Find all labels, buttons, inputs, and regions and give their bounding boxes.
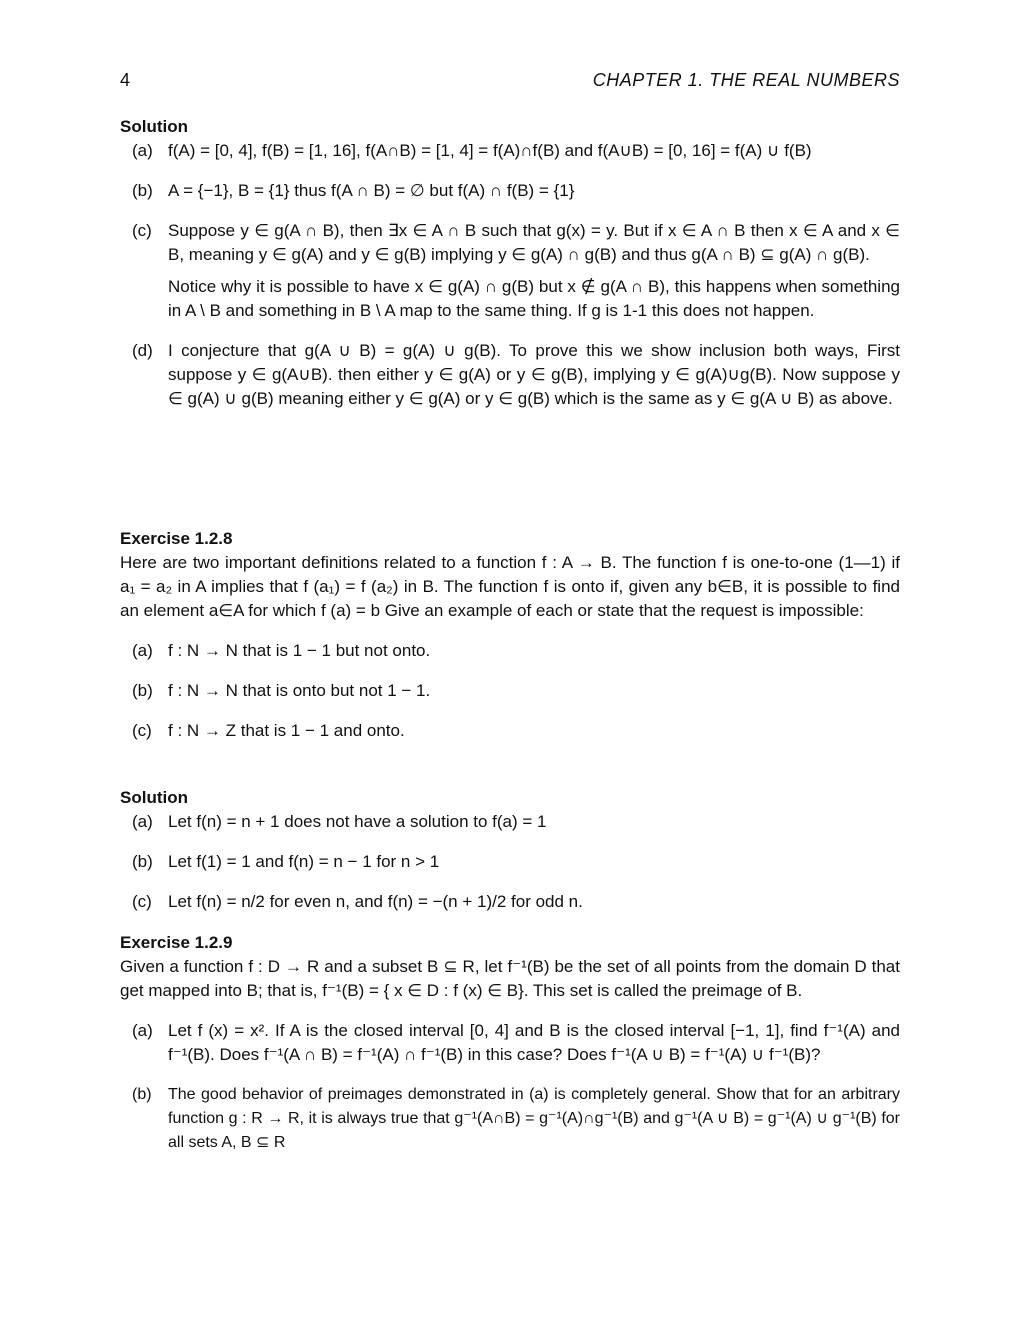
item-text: Suppose y ∈ g(A ∩ B), then ∃x ∈ A ∩ B such that g(x) = y. But if x ∈ A ∩ B then x ∈ A and x ∈ B, meaning y ∈ g(A) and y ∈ g(B) implying y ∈ g(A) ∩ g(B) and thus g(A ∩ B) ⊆ g(A) ∩ g(B).	[168, 221, 900, 264]
solution-item-a	[120, 810, 900, 834]
solution-item-a	[120, 139, 900, 163]
exercise-item-a	[120, 639, 900, 663]
running-header	[120, 70, 900, 94]
item-text: f(A) = [0, 4], f(B) = [1, 16], f(A∩B) = [1, 4] = f(A)∩f(B) and f(A∪B) = [0, 16] = f(A) ∪ f(B)	[168, 141, 812, 160]
item-label: (d)	[132, 341, 153, 360]
item-text: Let f(1) = 1 and f(n) = n − 1 for n > 1	[168, 852, 440, 871]
item-label: (a)	[132, 141, 153, 160]
exercise-item-b	[120, 1083, 900, 1155]
item-text: Let f(n) = n + 1 does not have a solution to f(a) = 1	[168, 812, 547, 831]
item-label: (b)	[132, 852, 153, 871]
item-text: f : N → N that is 1 − 1 but not onto.	[168, 641, 431, 660]
solution-section-1	[120, 115, 900, 411]
solution-item-b	[120, 179, 900, 203]
page-number: 4	[120, 70, 131, 90]
solution-item-d	[120, 339, 900, 411]
solution-section-2	[120, 786, 900, 914]
exercise-heading: Exercise 1.2.9	[120, 933, 233, 952]
exercise-1-2-9	[120, 931, 900, 1155]
item-label: (a)	[132, 812, 153, 831]
item-label: (c)	[132, 221, 152, 240]
exercise-1-2-8	[120, 527, 900, 743]
item-label: (c)	[132, 721, 152, 740]
item-text: A = {−1}, B = {1} thus f(A ∩ B) = ∅ but f(A) ∩ f(B) = {1}	[168, 181, 575, 200]
item-label: (b)	[132, 681, 153, 700]
chapter-title: CHAPTER 1. THE REAL NUMBERS	[592, 70, 900, 90]
exercise-item-c	[120, 719, 900, 743]
exercise-item-b	[120, 679, 900, 703]
item-text: f : N → Z that is 1 − 1 and onto.	[168, 721, 405, 740]
item-label: (c)	[132, 892, 152, 911]
exercise-intro: Given a function f : D → R and a subset B ⊆ R, let f⁻¹(B) be the set of all points from the domain D that get mapped into B; that is, f⁻¹(B) = { x ∈ D : f (x) ∈ B}. This set is called the preimage of B.	[120, 957, 900, 1000]
item-note: Notice why it is possible to have x ∈ g(A) ∩ g(B) but x ∉ g(A ∩ B), this happens when something in A \ B and something in B \ A map to the same thing. If g is 1-1 this does not happen.	[168, 277, 900, 320]
solution-item-c	[120, 219, 900, 323]
item-label: (b)	[132, 181, 153, 200]
item-label: (b)	[132, 1086, 152, 1103]
item-label: (a)	[132, 1021, 153, 1040]
item-text: Let f(n) = n/2 for even n, and f(n) = −(n + 1)/2 for odd n.	[168, 892, 583, 911]
item-label: (a)	[132, 641, 153, 660]
solution-item-c	[120, 890, 900, 914]
item-text: f : N → N that is onto but not 1 − 1.	[168, 681, 431, 700]
solution-heading: Solution	[120, 788, 188, 807]
exercise-heading: Exercise 1.2.8	[120, 529, 233, 548]
exercise-item-a	[120, 1019, 900, 1067]
solution-heading: Solution	[120, 117, 188, 136]
item-text: Let f (x) = x². If A is the closed interval [0, 4] and B is the closed interval [−1, 1], find f⁻¹(A) and f⁻¹(B). Does f⁻¹(A ∩ B) = f⁻¹(A) ∩ f⁻¹(B) in this case? Does f⁻¹(A ∪ B) = f⁻¹(A) ∪ f⁻¹(B)?	[168, 1021, 900, 1064]
item-text: The good behavior of preimages demonstrated in (a) is completely general. Show that for an arbitrary function g : R → R, it is always true that g⁻¹(A∩B) = g⁻¹(A)∩g⁻¹(B) and g⁻¹(A ∪ B) = g⁻¹(A) ∪ g⁻¹(B) for all sets A, B ⊆ R	[168, 1086, 900, 1151]
exercise-intro: Here are two important definitions related to a function f : A → B. The function f is one-to-one (1—1) if a₁ = a₂ in A implies that f (a₁) = f (a₂) in B. The function f is onto if, given any b∈B, it is possible to find an element a∈A for which f (a) = b Give an example of each or state that the request is impossible:	[120, 553, 900, 620]
item-text: I conjecture that g(A ∪ B) = g(A) ∪ g(B). To prove this we show inclusion both ways, First suppose y ∈ g(A∪B). then either y ∈ g(A) or y ∈ g(B), implying y ∈ g(A)∪g(B). Now suppose y ∈ g(A) ∪ g(B) meaning either y ∈ g(A) or y ∈ g(B) which is the same as y ∈ g(A ∪ B) as above.	[168, 341, 900, 408]
solution-item-b	[120, 850, 900, 874]
